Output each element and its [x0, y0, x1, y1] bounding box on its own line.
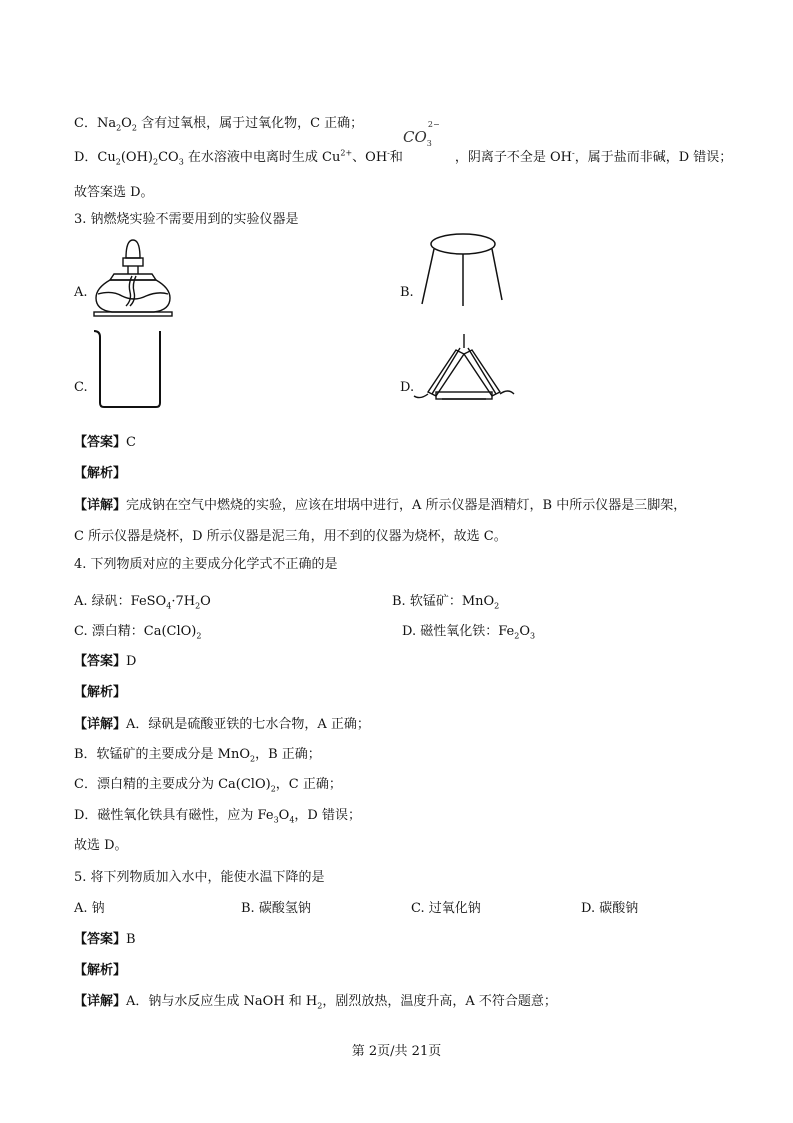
q5-option-a: A. 钠	[74, 901, 105, 916]
q5-answer: 【答案】B	[74, 932, 136, 947]
q4-conclusion: 故选 D。	[74, 838, 128, 853]
q4-stem: 4. 下列物质对应的主要成分化学式不正确的是	[74, 557, 338, 572]
q5-stem: 5. 将下列物质加入水中，能使水温下降的是	[74, 870, 325, 885]
q4-analysis-heading: 【解析】	[74, 685, 127, 700]
q5-option-b: B. 碳酸氢钠	[241, 901, 311, 916]
q4-option-d: D. 磁性氧化铁：$Fe_2O_3$	[402, 624, 536, 641]
q5-analysis-heading: 【解析】	[74, 963, 127, 978]
q4-answer: 【答案】D	[74, 654, 137, 669]
q3-option-a-label: A.	[74, 285, 88, 300]
q4-detail-a: 【详解】A．绿矾是硫酸亚铁的七水合物，A 正确；	[74, 717, 370, 732]
q3-detail-line-1: 【详解】完成钠在空气中燃烧的实验，应该在坩埚中进行，A 所示仪器是酒精灯，B 中所示仪器是三脚架，	[74, 498, 687, 513]
q5-detail-a: 【详解】A．钠与水反应生成 NaOH 和 $H_2$，剧烈放热，温度升高，A 不符合题意；	[74, 994, 557, 1011]
q5-option-d: D. 碳酸钠	[581, 901, 639, 916]
q2-conclusion: 故答案选 D。	[74, 185, 154, 200]
page-footer: 第 2页/共 21页	[351, 1044, 442, 1059]
q5-option-c: C. 过氧化钠	[411, 901, 481, 916]
q2-option-d-explanation: D．$Cu_2(OH)_2CO_3$ 在水溶液中电离时生成 $Cu^{2+}$、OH-和 ，阴离子不全是 OH-，属于盐而非碱，D 错误；	[74, 148, 733, 167]
q3-stem: 3. 钠燃烧实验不需要用到的实验仪器是	[74, 212, 299, 227]
q3-analysis-heading: 【解析】	[74, 466, 127, 481]
q4-detail-d: D．磁性氧化铁具有磁性，应为 $Fe_3O_4$，D 错误；	[74, 808, 361, 825]
q2-option-c-explanation: C．$Na_2O_2$ 含有过氧根，属于过氧化物，C 正确；	[74, 116, 364, 133]
clay-triangle-icon	[412, 334, 516, 408]
carbonate-ion-formula: $CO_3^{2-}$	[403, 120, 440, 148]
q4-option-a: A. 绿矾：$FeSO_4\cdot 7H_2O$	[74, 594, 211, 611]
alcohol-lamp-icon	[92, 236, 174, 318]
q3-answer: 【答案】C	[74, 435, 136, 450]
q3-option-c-label: C.	[74, 380, 88, 395]
beaker-icon	[92, 327, 166, 411]
q3-detail-line-2: C 所示仪器是烧杯，D 所示仪器是泥三角，用不到的仪器为烧杯，故选 C。	[74, 529, 507, 544]
q4-option-c: C. 漂白精：$Ca(ClO)_2$	[74, 624, 202, 641]
q4-detail-c: C．漂白精的主要成分为 $Ca(ClO)_2$，C 正确；	[74, 777, 342, 794]
q4-detail-b: B．软锰矿的主要成分是 MnO$_2$，B 正确；	[74, 747, 321, 764]
tripod-stand-icon	[420, 232, 506, 308]
q3-option-d-label: D.	[400, 380, 415, 395]
q4-option-b: B. 软锰矿：MnO$_2$	[392, 594, 500, 611]
q3-option-b-label: B.	[400, 285, 414, 300]
